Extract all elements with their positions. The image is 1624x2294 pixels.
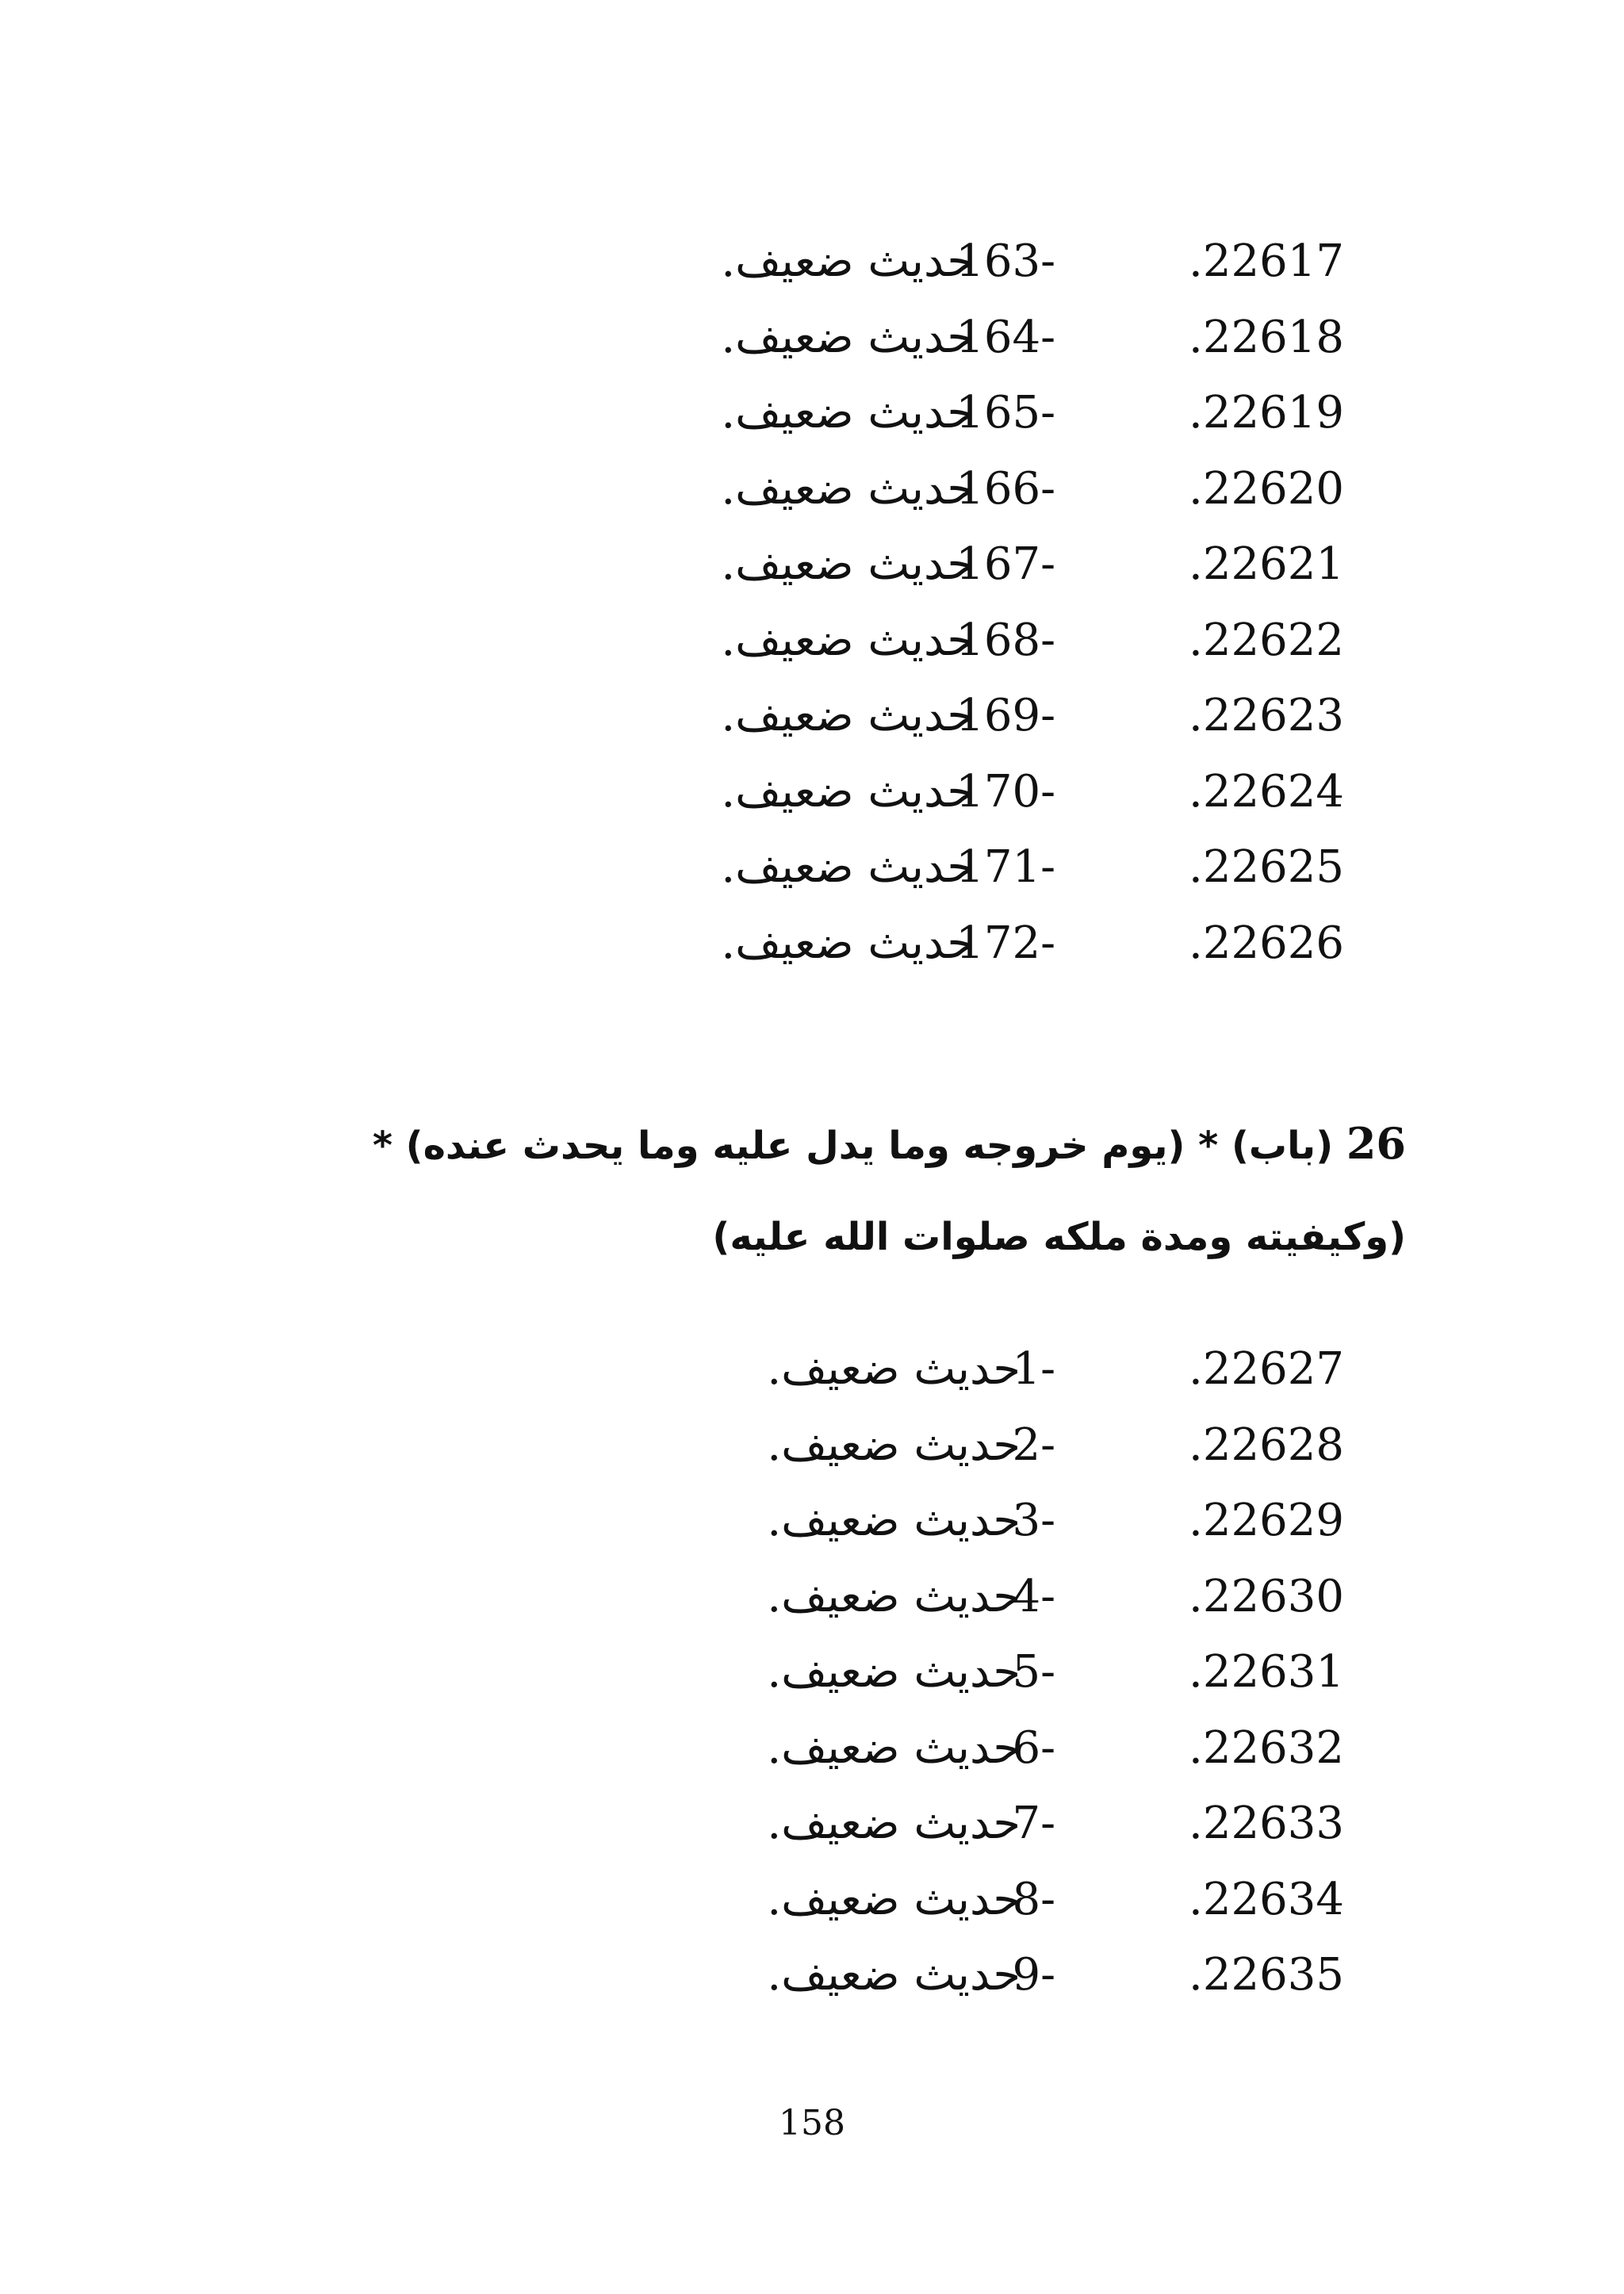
list-item (567, 461, 1344, 538)
sub-number: 166- (956, 462, 1055, 515)
sub-number: 3- (1012, 1495, 1055, 1546)
hadith-list (567, 1342, 1344, 2024)
list-item (567, 1947, 1344, 2024)
list-item (567, 385, 1344, 461)
hadith-number: .22626 (1189, 917, 1344, 969)
hadith-number: .22619 (1189, 387, 1344, 439)
hadith-number: .22629 (1189, 1495, 1344, 1546)
hadith-grade: حديث ضعيف. (721, 690, 975, 741)
hadith-list (567, 234, 1344, 991)
hadith-number: .22634 (1189, 1873, 1344, 1925)
list-item (567, 613, 1344, 689)
hadith-number: .22624 (1189, 765, 1344, 818)
hadith-grade: حديث ضعيف. (721, 462, 975, 515)
list-item (567, 1645, 1344, 1721)
hadith-grade: حديث ضعيف. (767, 1721, 1021, 1774)
list-item (567, 764, 1344, 841)
sub-number: 170- (956, 765, 1055, 818)
list-item (567, 916, 1344, 992)
sub-number: 2- (1012, 1419, 1055, 1471)
hadith-number: .22635 (1189, 1949, 1344, 2001)
sub-number: 163- (956, 236, 1055, 287)
sub-number: 7- (1012, 1798, 1055, 1849)
hadith-number: .22628 (1189, 1419, 1344, 1471)
hadith-number: .22633 (1189, 1798, 1344, 1849)
hadith-grade: حديث ضعيف. (767, 1873, 1021, 1925)
hadith-grade: حديث ضعيف. (767, 1570, 1021, 1622)
hadith-grade: حديث ضعيف. (767, 1798, 1021, 1849)
sub-number: 9- (1012, 1949, 1055, 2001)
list-item (567, 537, 1344, 613)
hadith-grade: حديث ضعيف. (721, 236, 975, 287)
chapter-title: (باب) * (يوم خروجه وما يدل عليه وما يحدث عنده) * (وكيفيته ومدة ملكه صلوات الله عليه) (372, 1124, 1406, 1259)
sub-number: 8- (1012, 1873, 1055, 1925)
sub-number: 167- (956, 538, 1055, 590)
list-item (567, 1569, 1344, 1645)
list-item (567, 1342, 1344, 1418)
sub-number: 5- (1012, 1646, 1055, 1698)
hadith-grade: حديث ضعيف. (767, 1495, 1021, 1546)
hadith-number: .22620 (1189, 462, 1344, 515)
hadith-grade: حديث ضعيف. (721, 614, 975, 666)
hadith-number: .22625 (1189, 841, 1344, 893)
hadith-number: .22632 (1189, 1721, 1344, 1774)
hadith-grade: حديث ضعيف. (767, 1949, 1021, 2001)
list-item (567, 688, 1344, 764)
page-number: 158 (779, 2103, 845, 2143)
sub-number: 6- (1012, 1721, 1055, 1774)
sub-number: 168- (956, 614, 1055, 666)
hadith-grade: حديث ضعيف. (721, 917, 975, 969)
sub-number: 169- (956, 690, 1055, 741)
hadith-grade: حديث ضعيف. (721, 765, 975, 818)
hadith-grade: حديث ضعيف. (721, 311, 975, 363)
sub-number: 164- (956, 311, 1055, 363)
hadith-number: .22618 (1189, 311, 1344, 363)
list-item (567, 1721, 1344, 1797)
hadith-number: .22621 (1189, 538, 1344, 590)
hadith-grade: حديث ضعيف. (767, 1343, 1021, 1395)
hadith-grade: حديث ضعيف. (767, 1419, 1021, 1471)
hadith-grade: حديث ضعيف. (721, 538, 975, 590)
list-item (567, 840, 1344, 916)
hadith-number: .22627 (1189, 1343, 1344, 1395)
chapter-number: 26 (1346, 1118, 1406, 1169)
hadith-grade: حديث ضعيف. (767, 1646, 1021, 1698)
hadith-number: .22622 (1189, 614, 1344, 666)
hadith-number: .22623 (1189, 690, 1344, 741)
sub-number: 172- (956, 917, 1055, 969)
hadith-number: .22631 (1189, 1646, 1344, 1698)
list-item (567, 234, 1344, 310)
hadith-grade: حديث ضعيف. (721, 387, 975, 439)
sub-number: 1- (1012, 1343, 1055, 1395)
list-item (567, 1872, 1344, 1948)
list-item (567, 1418, 1344, 1494)
hadith-number: .22617 (1189, 236, 1344, 287)
list-item (567, 1493, 1344, 1569)
sub-number: 4- (1012, 1570, 1055, 1622)
hadith-grade: حديث ضعيف. (721, 841, 975, 893)
sub-number: 165- (956, 387, 1055, 439)
list-item (567, 1796, 1344, 1872)
chapter-heading (280, 1098, 1406, 1283)
list-item (567, 310, 1344, 386)
sub-number: 171- (956, 841, 1055, 893)
hadith-number: .22630 (1189, 1570, 1344, 1622)
